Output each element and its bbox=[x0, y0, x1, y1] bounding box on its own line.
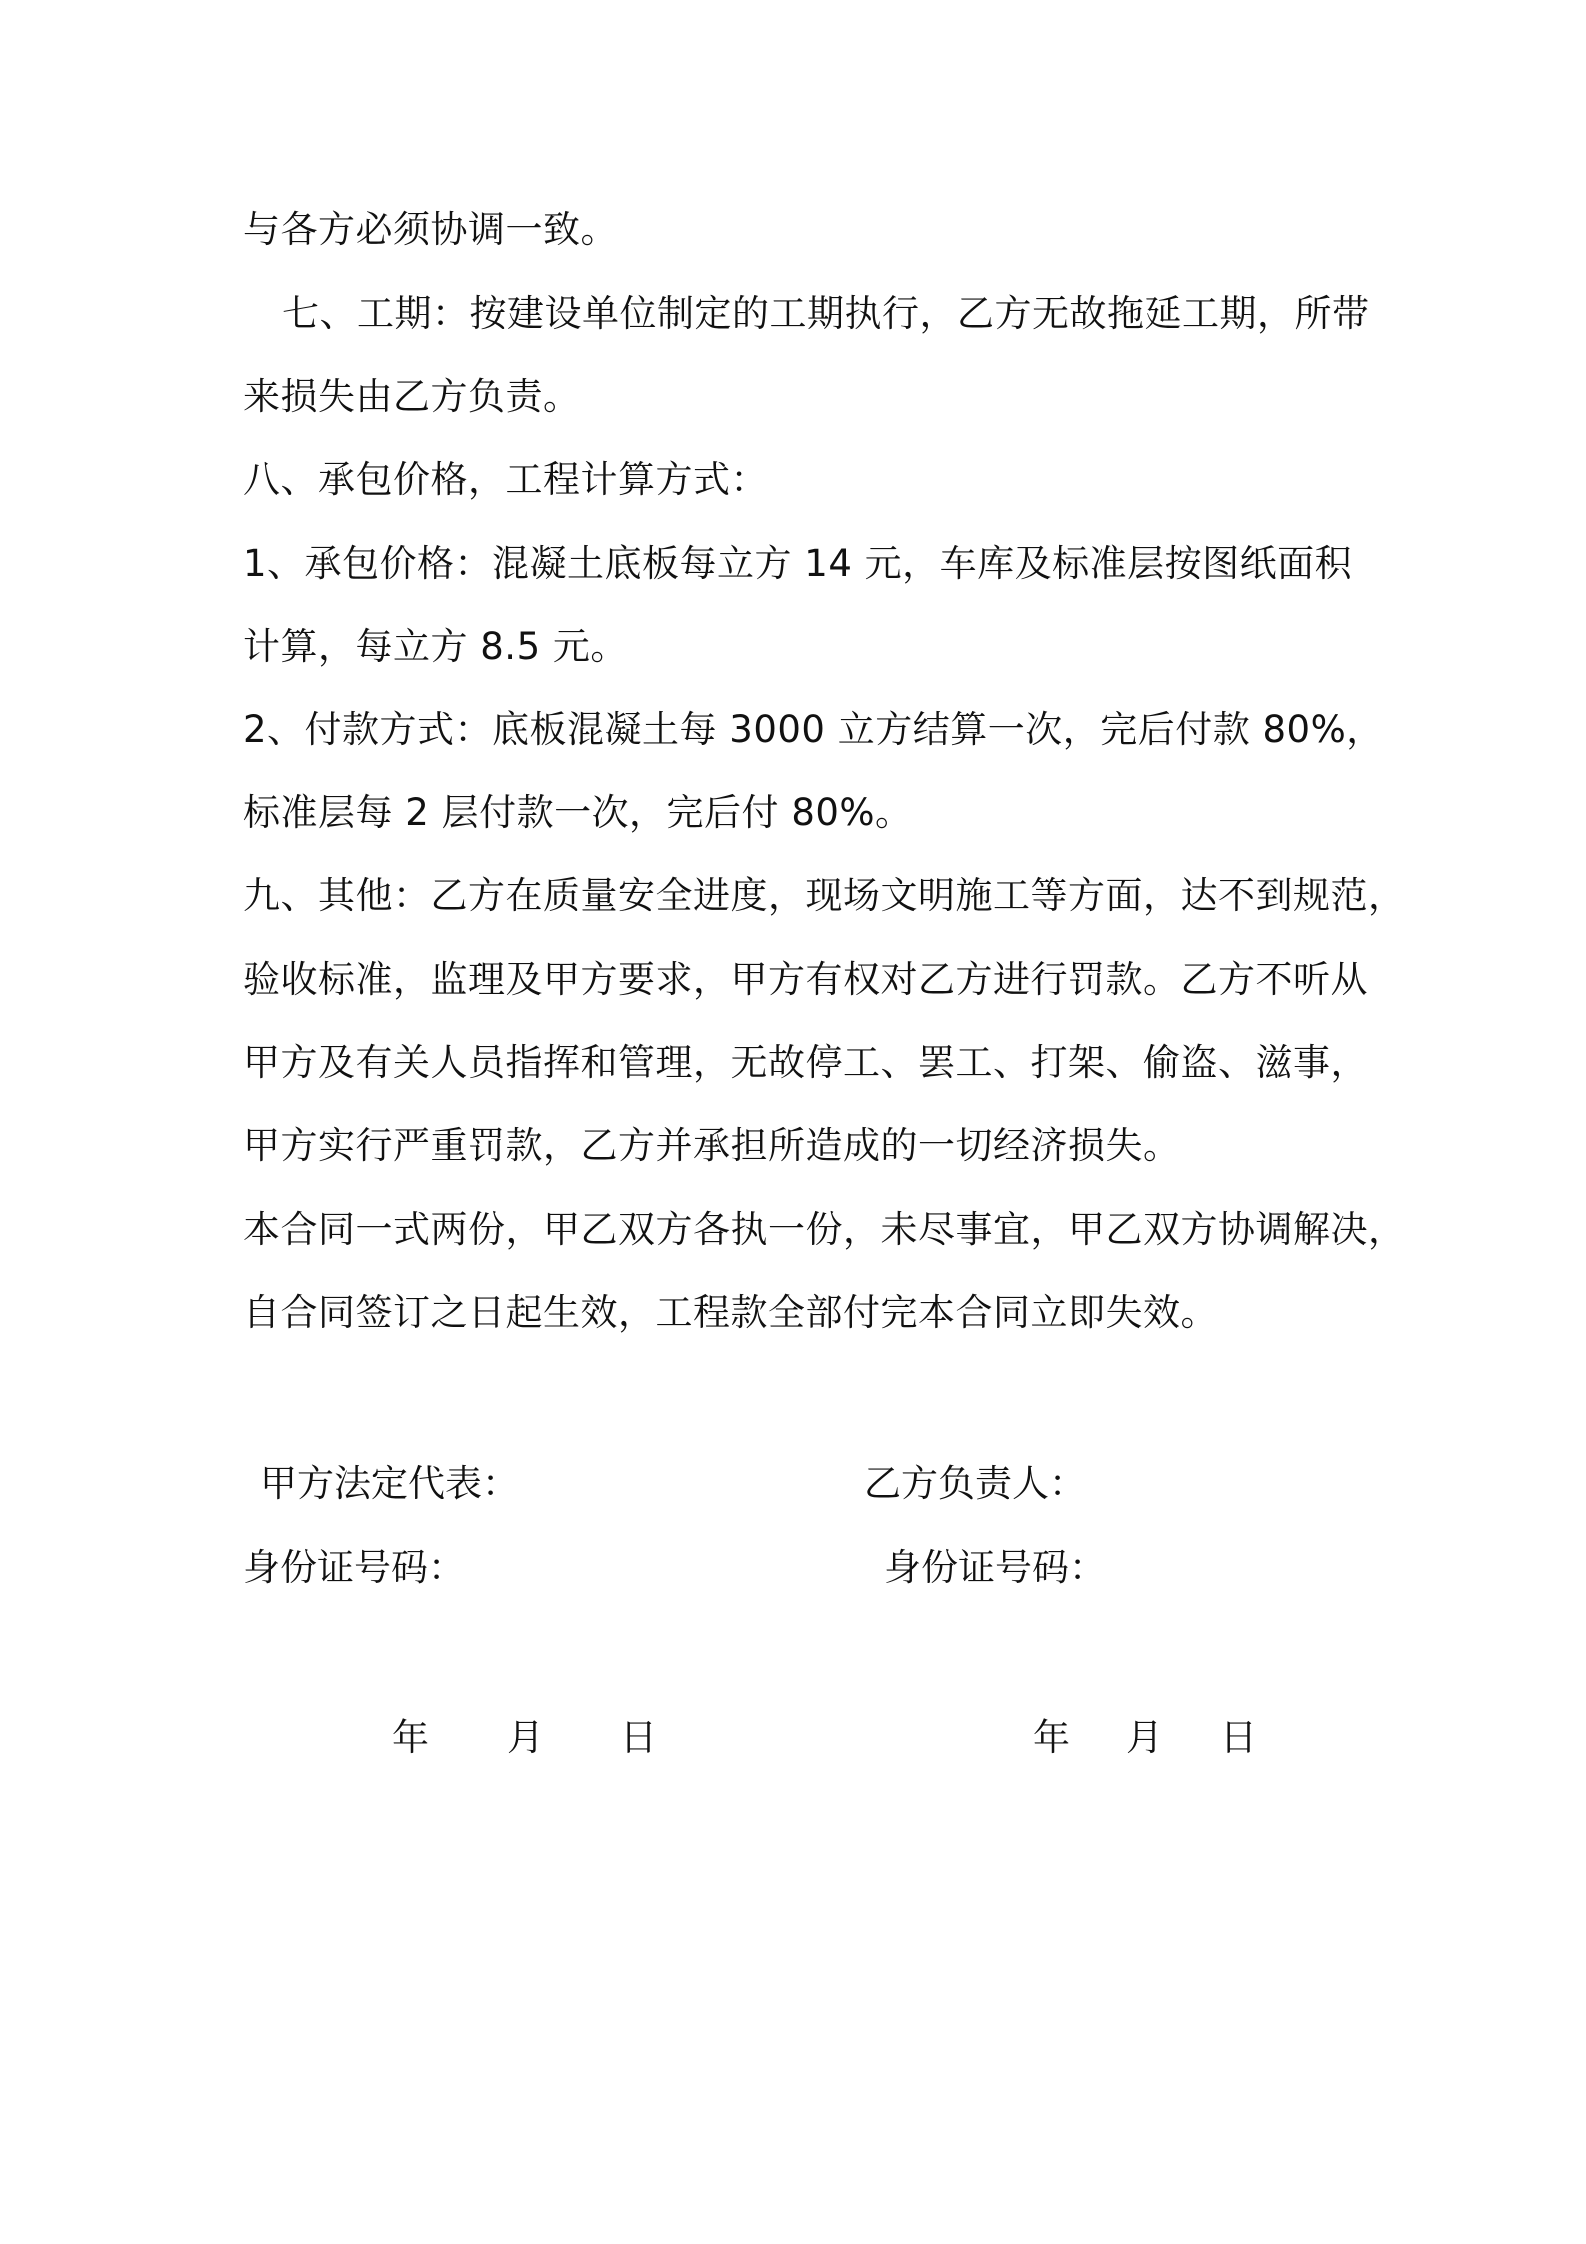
party-a-id-label: 身份证号码： bbox=[243, 1546, 465, 1589]
party-b-date-month: 月 bbox=[1126, 1716, 1163, 1759]
text-line: 本合同一式两份，甲乙双方各执一份，未尽事宜，甲乙双方协调解决， bbox=[243, 1208, 1406, 1251]
party-a-date-day: 日 bbox=[620, 1716, 657, 1759]
text-line: 计算，每立方 8.5 元。 bbox=[243, 625, 628, 668]
text-line: 验收标准，监理及甲方要求，甲方有权对乙方进行罚款。乙方不听从 bbox=[243, 958, 1368, 1001]
party-b-date-day: 日 bbox=[1220, 1716, 1257, 1759]
text-line: 标准层每 2 层付款一次，完后付 80%。 bbox=[243, 791, 913, 834]
text-line: 八、承包价格，工程计算方式： bbox=[243, 458, 768, 501]
party-b-id-label: 身份证号码： bbox=[884, 1546, 1106, 1589]
text-line: 甲方实行严重罚款，乙方并承担所造成的一切经济损失。 bbox=[243, 1124, 1181, 1167]
text-line: 甲方及有关人员指挥和管理，无故停工、罢工、打架、偷盗、滋事， bbox=[243, 1041, 1368, 1084]
party-a-date-month: 月 bbox=[507, 1716, 544, 1759]
text-line: 九、其他：乙方在质量安全进度，现场文明施工等方面，达不到规范， bbox=[243, 874, 1406, 917]
text-line: 与各方必须协调一致。 bbox=[243, 208, 618, 251]
text-line: 自合同签订之日起生效，工程款全部付完本合同立即失效。 bbox=[243, 1291, 1218, 1334]
party-a-date-year: 年 bbox=[392, 1716, 429, 1759]
text-line: 2、付款方式：底板混凝土每 3000 立方结算一次，完后付款 80%， bbox=[243, 708, 1384, 751]
text-line: 来损失由乙方负责。 bbox=[243, 375, 581, 418]
party-b-rep-label: 乙方负责人： bbox=[864, 1462, 1086, 1505]
party-b-date-year: 年 bbox=[1033, 1716, 1070, 1759]
text-line: 1、承包价格：混凝土底板每立方 14 元，车库及标准层按图纸面积 bbox=[243, 542, 1353, 585]
text-line: 七、工期：按建设单位制定的工期执行，乙方无故拖延工期，所带 bbox=[282, 292, 1370, 335]
party-a-rep-label: 甲方法定代表： bbox=[260, 1462, 519, 1505]
